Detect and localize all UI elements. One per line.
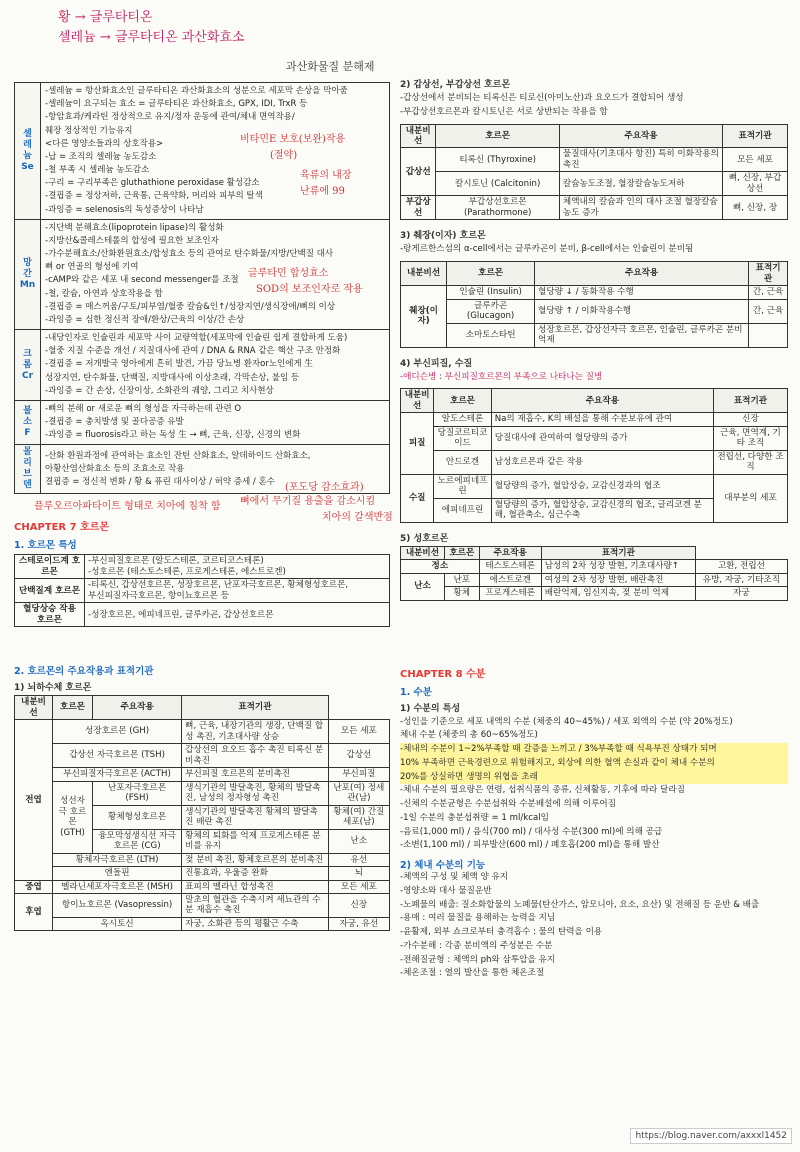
func-line: -가수분해 : 각종 분비액의 주성분은 수분 — [400, 940, 553, 951]
sex-row — [401, 573, 788, 586]
props-desc — [85, 579, 390, 603]
target-cell: 뇌 — [328, 867, 389, 880]
action-cell: 혈당량 ↑ / 이화작용수행 — [535, 299, 749, 323]
props-type: 스테로이드계 호르몬 — [15, 555, 85, 579]
action-cell: 당질대사에 관여하여 혈당량의 증가 — [491, 426, 713, 450]
hormone-cell: 안드로겐 — [434, 450, 491, 474]
hormone-cell: 알도스테론 — [434, 413, 491, 426]
props-line: -성장호르몬, 에피네프린, 글루카곤, 갑상선호르몬 — [88, 609, 274, 620]
mineral-line: -철 부족 시 셀레늄 농도감소 — [45, 165, 150, 176]
action-cell: 혈당량 ↓ / 동화작용 수행 — [535, 286, 749, 299]
water-line: -음료(1,000 ml) / 음식(700 ml) / 대사성 수분(300 ml)에 의해 공급 — [400, 826, 663, 837]
mineral-line: -지방산&콜레스테롤의 합성에 필요한 보조인자 — [45, 235, 219, 246]
th-action: 주요작용 — [479, 546, 541, 559]
chapter8-title: CHAPTER 8 수분 — [400, 668, 486, 680]
water-line: 10% 부족하면 근육경련으로 위험해지고, 외상에 의한 혈액 손실과 같이 체내 수분의 — [400, 757, 788, 771]
pituitary-table — [14, 695, 390, 931]
func-line: -체액의 구성 및 체액 양 유지 — [400, 872, 509, 883]
action-cell: 말초의 혈관을 수축시켜 세뇨관의 수분 재흡수 촉진 — [182, 894, 329, 918]
hormone-cell: 당질코르티코이드 — [434, 426, 491, 450]
mineral-line: -결핍증 = 매스꺼움/구토/피부염/혈중 칼슘&인↑/성장지연/생식장애/뼈의 이상 — [45, 301, 336, 312]
section-hormone-actions: 2. 호르몬의 주요작용과 표적기관 — [14, 666, 154, 678]
action-cell: 혈당량의 증가, 혈압상승, 교감신경의 협조, 글리코겐 분해, 혈관축소, 심근수축 — [491, 498, 713, 522]
func-line: -노폐물의 배출: 질소화합물의 노폐물(탄산가스, 암모니아, 요소, 요산) 및 전해질 등 운반 & 배출 — [400, 899, 760, 910]
gland-cell: 전엽 — [15, 720, 53, 880]
th-action: 주요작용 — [559, 124, 722, 148]
mineral-line: -과잉증 = fluorosis라고 하는 독성 生 → 뼈, 근육, 신장, 신경의 변화 — [45, 430, 301, 441]
target-cell: 황체(여) 간질세포(남) — [328, 805, 389, 829]
th-gland: 내분비선 — [401, 389, 434, 413]
hormone-cell: 엔돌핀 — [53, 867, 182, 880]
hormone-cell: 칼시토닌 (Calcitonin) — [436, 172, 560, 196]
mineral-line: -과잉증 = selenosis의 독성증상이 나타남 — [45, 204, 204, 215]
section-hormone-props: 1. 호르몬 특성 — [14, 540, 77, 552]
mineral-line: -항암효과/케라틴 정상적으로 유지/정자 운동에 관여/체내 면역작용/ — [45, 112, 295, 123]
mineral-name: 불소 F — [15, 400, 41, 445]
props-row — [15, 555, 390, 579]
target-cell: 갑상선 — [328, 744, 389, 768]
th-action: 주요작용 — [535, 262, 749, 286]
hormone-cell: 융모막성생식선 자극호르몬 (CG) — [93, 829, 182, 853]
col-hormone: 호르몬 — [53, 696, 93, 720]
pituitary-row — [15, 853, 390, 866]
section-water-props: 1) 수분의 특성 — [400, 703, 461, 714]
mineral-line: -내당인자로 인슐린과 세포막 사이 교량역할(세포막에 인슐린 쉽게 결합하게 도움) — [45, 333, 348, 344]
mineral-name: 몰리브덴 — [15, 445, 41, 494]
target-cell: 난포(여) 정세관(남) — [328, 781, 389, 805]
props-desc — [85, 555, 390, 579]
mineral-line: -결핍증 = 충치발생 및 골다공증 유발 — [45, 417, 184, 428]
action-cell: 체액내의 칼슘과 인의 대사 조절 혈장칼슘농도 증가 — [559, 196, 722, 220]
mineral-content — [41, 83, 390, 220]
th-gland: 내분비선 — [401, 124, 436, 148]
props-desc — [85, 603, 390, 627]
gland-cell: 부갑상선 — [401, 196, 436, 220]
adrenal-table — [400, 388, 788, 522]
sex-row — [401, 560, 788, 573]
func-line: -전해질균형 : 체액의 ph와 삼투압을 유지 — [400, 954, 556, 965]
thyroid-text-1: -갑상선에서 분비되는 티록신은 티로신(아미노산)과 요오드가 결합되어 생성 — [400, 93, 684, 103]
mineral-name: 셀레늄 Se — [15, 83, 41, 220]
hormone-cell: 부갑상선호르몬 (Parathormone) — [436, 196, 560, 220]
hormone-cell: 난포자극호르몬 (FSH) — [93, 781, 182, 805]
adrenal-row — [401, 450, 788, 474]
mineral-row — [15, 219, 390, 329]
th-target: 표적기관 — [749, 262, 788, 286]
th-target: 표적기관 — [541, 546, 695, 559]
col-gland: 내분비선 — [15, 696, 53, 720]
action-cell: 표피의 멜라닌 합성촉진 — [182, 880, 329, 893]
right-column — [400, 74, 788, 981]
gland-cell: 중엽 — [15, 880, 53, 893]
mineral-line: -구리 = 구리부족은 gluthathione peroxidase 활성감소 — [45, 178, 260, 189]
gland-cell: 췌장(이자) — [401, 286, 447, 347]
action-cell: 칼슘농도조절, 혈장칼슘농도저하 — [559, 172, 722, 196]
pituitary-row — [15, 917, 390, 930]
th-hormone: 호르몬 — [447, 262, 535, 286]
water-func-lines — [400, 871, 788, 981]
mineral-name: 크롬 Cr — [15, 330, 41, 401]
target-cell — [749, 323, 788, 347]
mineral-line: -결핍증 = 정상저하, 근육통, 근육약화, 머리와 피부의 탈색 — [45, 191, 263, 202]
ovary-cell: 난소 — [401, 573, 445, 600]
hormone-cell: 에스트로겐 — [479, 573, 541, 586]
section-pancreas: 3) 췌장(이자) 호르몬 — [400, 231, 486, 242]
col-action: 주요작용 — [93, 696, 182, 720]
section-pituitary: 1) 뇌하수체 호르몬 — [14, 683, 92, 694]
thyroid-text-2: -부갑상선호르몬과 칼시토닌은 서로 상반되는 작용을 함 — [400, 106, 608, 117]
action-cell: 남성호르몬과 같은 작용 — [491, 450, 713, 474]
target-cell: 신장 — [328, 894, 389, 918]
hormone-cell: 테스토스테론 — [479, 560, 541, 573]
mineral-line: -납 = 조직의 셀레늄 농도감소 — [45, 151, 157, 162]
water-line: -체내의 수분이 1~2%부족할 때 갈증을 느끼고 / 3%부족할 때 식욕부진 상태가 되며 — [400, 743, 788, 757]
th-hormone: 호르몬 — [436, 124, 560, 148]
mineral-name: 망간 Mn — [15, 219, 41, 329]
thyroid-table — [400, 124, 788, 221]
water-line: 20%를 상실하면 생명의 위협을 초래 — [400, 771, 788, 785]
action-cell: 진통효과, 우울증 완화 — [182, 867, 329, 880]
pituitary-row — [15, 768, 390, 781]
target-cell: 고환, 전립선 — [695, 560, 787, 573]
pituitary-row — [15, 781, 390, 805]
th-gland: 내분비선 — [401, 546, 445, 559]
action-cell: 생식기관의 발달촉진 황체의 발달촉진 배란 촉진 — [182, 805, 329, 829]
water-line: -체내 수분의 필요량은 연령, 섭취식품의 종류, 신체활동, 기후에 따라 달라짐 — [400, 785, 685, 796]
hormone-cell: 갑상선 자극호르몬 (TSH) — [53, 744, 182, 768]
mineral-content — [41, 400, 390, 445]
mineral-line: -산화 환원과정에 관여하는 효소인 잔틴 산화효소, 알데하이드 산화효소, — [45, 450, 311, 461]
props-line: 부신피질자극호르몬, 항이뇨호르몬 등 — [88, 590, 230, 601]
gth-cell: 성선자극 호르몬 (GTH) — [53, 781, 93, 853]
mineral-row — [15, 83, 390, 220]
action-cell: Na의 재흡수, K의 배설을 통해 수분보유에 관여 — [491, 413, 713, 426]
pituitary-row — [15, 720, 390, 744]
gland-cell: 정소 — [401, 560, 480, 573]
target-cell: 모든 세포 — [328, 720, 389, 744]
action-cell: 배란억제, 임신지속, 젖 분비 억제 — [541, 587, 695, 600]
target-cell: 신장 — [713, 413, 787, 426]
water-line: -성인을 기준으로 세포 내액의 수분 (체중의 40~45%) / 세포 외액의 수분 (약 20%정도) — [400, 716, 733, 727]
annotation-egg: 난류에 99 — [300, 186, 345, 197]
water-lines — [400, 716, 788, 854]
pancreas-table — [400, 261, 788, 347]
mineral-line: 결핍증 = 정신적 변화 / 황 & 퓨린 대사이상 / 허약 증세 / 혼수 — [45, 476, 275, 487]
hormone-cell: 항이뇨호르몬 (Vasopressin) — [53, 894, 182, 918]
adrenal-row — [401, 413, 788, 426]
adrenal-row — [401, 426, 788, 450]
action-cell: 물질대사(기초대사 항진) 특히 이화작용의 촉진 — [559, 148, 722, 172]
target-cell: 자궁, 유선 — [328, 917, 389, 930]
hormone-cell: 소마토스타틴 — [447, 323, 535, 347]
sex-hormone-table — [400, 546, 788, 601]
target-cell: 간, 근육 — [749, 286, 788, 299]
target-cell: 뼈, 신장, 부갑상선 — [723, 172, 788, 196]
hormone-cell: 노르에피네프린 — [434, 474, 491, 498]
hormone-cell: 에피네프린 — [434, 498, 491, 522]
section-adrenal: 4) 부신피질, 수질 — [400, 358, 473, 369]
hormone-cell: 황체자극호르몬 (LTH) — [53, 853, 182, 866]
target-cell: 유방, 자궁, 기타조직 — [695, 573, 787, 586]
annotation-save: (절약) — [270, 150, 298, 161]
mineral-line: -철, 칼슘, 아연과 상호작용을 함 — [45, 288, 163, 299]
mineral-line: -셀레늄 = 항산화효소인 글루타티온 과산화효소의 성분으로 세포막 손상을 막아줌 — [45, 86, 348, 96]
target-cell: 대부분의 세포 — [713, 474, 787, 522]
gland-cell: 수질 — [401, 474, 434, 522]
th-hormone: 호르몬 — [444, 546, 479, 559]
th-hormone: 호르몬 — [434, 389, 491, 413]
mineral-line: 췌장 정상적인 기능유지 — [45, 125, 133, 136]
target-cell: 부신피질 — [328, 768, 389, 781]
mineral-line: -가수분해효소/산화환원효소/합성효소 등의 관여로 탄수화물/지방/단백질 대사 — [45, 249, 334, 260]
action-cell: 부신피질 호르몬의 분비촉진 — [182, 768, 329, 781]
props-type: 단백질계 호르몬 — [15, 579, 85, 603]
section-water: 1. 수분 — [400, 686, 432, 698]
handwritten-title-2: 셀레늄 → 글루타티온 과산화효소 — [58, 30, 245, 45]
gland-cell: 후엽 — [15, 894, 53, 931]
mineral-row — [15, 330, 390, 401]
th-gland: 내분비선 — [401, 262, 447, 286]
th-target: 표적기관 — [723, 124, 788, 148]
handwritten-top-note: 과산화물질 분해제 — [286, 60, 375, 73]
annotation-glucose: (포도당 감소효과) — [285, 482, 364, 493]
thyroid-row — [401, 172, 788, 196]
action-cell: 생식기관의 발달촉진, 황체의 발달촉진, 남성의 정자형성 촉진 — [182, 781, 329, 805]
target-cell: 전립선, 다양한 조직 — [713, 450, 787, 474]
hormone-cell: 인슐린 (Insulin) — [447, 286, 535, 299]
func-line: -윤활제, 외부 쇼크로부터 충격흡수 : 물의 탄력을 이용 — [400, 927, 603, 938]
mineral-line: -셀레늄이 요구되는 효소 = 글루타티온 과산화효소, GPX, IDI, TrxR 등 — [45, 99, 308, 110]
thyroid-row — [401, 148, 788, 172]
target-cell: 유선 — [328, 853, 389, 866]
mineral-line: 뼈 or 연골의 형성에 기여 — [45, 262, 139, 273]
section-sex-hormone: 5) 성호르몬 — [400, 533, 449, 544]
props-type: 혈당상승 작용 호르몬 — [15, 603, 85, 627]
annotation-glutamine: 글루타민 합성효소 — [248, 268, 329, 279]
thyroid-row — [401, 196, 788, 220]
watermark-url: https://blog.naver.com/axxxl1452 — [630, 1128, 792, 1144]
target-cell: 모든 세포 — [328, 880, 389, 893]
action-cell: 자궁, 소화관 등의 평활근 수축 — [182, 917, 329, 930]
hormone-cell: 멜라닌세포자극호르몬 (MSH) — [53, 880, 182, 893]
func-line: -체온조절 : 열의 발산을 통한 체온조절 — [400, 968, 545, 979]
handwritten-title-1: 황 → 글루타티온 — [58, 10, 153, 25]
props-row — [15, 579, 390, 603]
annotation-sod: SOD의 보조인자로 작용 — [256, 284, 363, 295]
pituitary-row — [15, 867, 390, 880]
mineral-line: <다른 영양소들과의 상호작용> — [45, 138, 164, 149]
hormone-cell: 프로게스테론 — [479, 587, 541, 600]
action-cell: 여성의 2차 성장 발현, 배란촉진 — [541, 573, 695, 586]
th-action: 주요작용 — [491, 389, 713, 413]
hormone-cell: 옥시토신 — [53, 917, 182, 930]
hormone-props-table — [14, 554, 390, 627]
mineral-line: -cAMP와 같은 세포 내 second messenger를 조절 — [45, 275, 239, 286]
props-row — [15, 603, 390, 627]
pituitary-row — [15, 880, 390, 893]
hormone-cell: 황체형성호르몬 — [93, 805, 182, 829]
hormone-cell: 티록신 (Thyroxine) — [436, 148, 560, 172]
section-thyroid: 2) 갑상선, 부갑상선 호르몬 — [400, 80, 511, 90]
gland-cell: 피질 — [401, 413, 434, 474]
mineral-line: -결핍증 = 저개발국 영아에게 흔히 발견, 가끔 당뇨병 환자or노인에게 生 — [45, 359, 313, 370]
action-cell: 황체의 퇴화를 억제 프로게스테론 분비를 유지 — [182, 829, 329, 853]
action-cell: 뼈, 근육, 내장기관의 생장, 단백질 합성 촉진, 기초대사량 상승 — [182, 720, 329, 744]
th-target: 표적기관 — [713, 389, 787, 413]
mineral-line: -과잉증 = 간 손상, 신장이상, 소화관의 궤양, 그리고 치사현상 — [45, 385, 274, 396]
chapter7-title: CHAPTER 7 호르몬 — [14, 522, 110, 534]
annotation-organ: 육류의 내장 — [300, 170, 352, 181]
annotation-fluoro: 플루오르아파타이트 형태로 치아에 침착 함 — [34, 501, 221, 513]
action-cell: 남성의 2차 성장 발현, 기초대사량↑ — [541, 560, 695, 573]
target-cell: 난소 — [328, 829, 389, 853]
props-line: -성호르몬 (테스토스테론, 프로게스테론, 에스트로겐) — [88, 566, 286, 577]
target-cell: 근육, 면역계, 기타 조직 — [713, 426, 787, 450]
action-cell: 혈당량의 증가, 혈압상승, 교감신경과의 협조 — [491, 474, 713, 498]
action-cell: 갑상선의 요오드 흡수 촉진 티록신 분비촉진 — [182, 744, 329, 768]
pancreas-row — [401, 323, 788, 347]
mineral-line: 아황산염산화효소 등의 조효소로 작용 — [45, 463, 185, 474]
mineral-line: -과잉증 = 심한 정신적 장애/환상/근육의 이상/간 손상 — [45, 314, 245, 325]
target-cell: 모든 세포 — [723, 148, 788, 172]
section-water-func: 2) 체내 수분의 기능 — [400, 860, 486, 872]
action-cell: 성장호르몬, 갑상선자극 호르몬, 인슐린, 글루카곤 분비억제 — [535, 323, 749, 347]
target-cell: 뼈, 신장, 장 — [723, 196, 788, 220]
sex-row — [401, 587, 788, 600]
func-line: -영양소와 대사 물질운반 — [400, 885, 492, 896]
pancreas-row — [401, 299, 788, 323]
annotation-bone: 뼈에서 무기질 용출을 감소시킴 — [240, 496, 376, 507]
props-line: -티록신, 갑상선호르몬, 성장호르몬, 난포자극호르몬, 황체형성호르몬, — [88, 580, 349, 591]
water-line: 체내 수분 (체중의 총 60~65%정도) — [400, 730, 538, 741]
annotation-vitE: 비타민E 보호(보완)작용 — [240, 134, 346, 145]
pituitary-row — [15, 744, 390, 768]
hormone-cell: 부신피질자극호르몬 (ACTH) — [53, 768, 182, 781]
func-line: -용매 : 여러 물질을 용해하는 능력을 지님 — [400, 913, 556, 924]
hormone-cell: 글루카곤 (Glucagon) — [447, 299, 535, 323]
mineral-content — [41, 219, 390, 329]
gland-cell: 갑상선 — [401, 148, 436, 196]
adrenal-row — [401, 474, 788, 498]
mineral-line: -지단백 분해효소(lipoprotein lipase)의 활성화 — [45, 222, 224, 233]
mineral-row — [15, 400, 390, 445]
target-cell: 자궁 — [695, 587, 787, 600]
col-target: 표적기관 — [182, 696, 329, 720]
target-cell: 간, 근육 — [749, 299, 788, 323]
pancreas-text: -랑게르한스섬의 α-cell에서는 글루카곤이 분비, β-cell에서는 인슐린이 분비됨 — [400, 244, 694, 255]
mineral-content — [41, 330, 390, 401]
mineral-line: -뼈의 분해 or 새로운 뼈의 형성을 자극하는데 관련 O — [45, 403, 242, 414]
mineral-line: -혈중 지질 수준을 개선 / 지질대사에 관여 / DNA & RNA 같은 핵산 구조 안정화 — [45, 346, 341, 357]
adrenal-text: -애디슨병 : 부신피질호르몬의 부족으로 나타나는 질병 — [400, 371, 603, 382]
water-line: -1일 수분의 충분섭취량 = 1 ml/kcal임 — [400, 812, 549, 823]
action-cell: 젖 분비 촉진, 황체호르몬의 분비촉진 — [182, 853, 329, 866]
gland-sub-cell: 난포 — [444, 573, 479, 586]
annotation-teeth: 치아의 갈색반점 — [322, 512, 393, 523]
pituitary-row — [15, 894, 390, 918]
water-line: -소변(1,100 ml) / 피부발산(600 ml) / 폐호흡(200 ml)을 통해 발산 — [400, 840, 660, 851]
mineral-line: 성장지연, 탄수화물, 단백질, 지방대사에 이상초래, 각막손상, 불임 등 — [45, 372, 300, 383]
props-line: -부신피질호르몬 (알도스테론, 코르티코스테론) — [88, 556, 264, 567]
water-line: -신체의 수분균형은 수분섭취와 수분배설에 의해 이루어짐 — [400, 799, 616, 810]
pancreas-row — [401, 286, 788, 299]
hormone-cell: 성장호르몬 (GH) — [53, 720, 182, 744]
gland-sub-cell: 황체 — [444, 587, 479, 600]
